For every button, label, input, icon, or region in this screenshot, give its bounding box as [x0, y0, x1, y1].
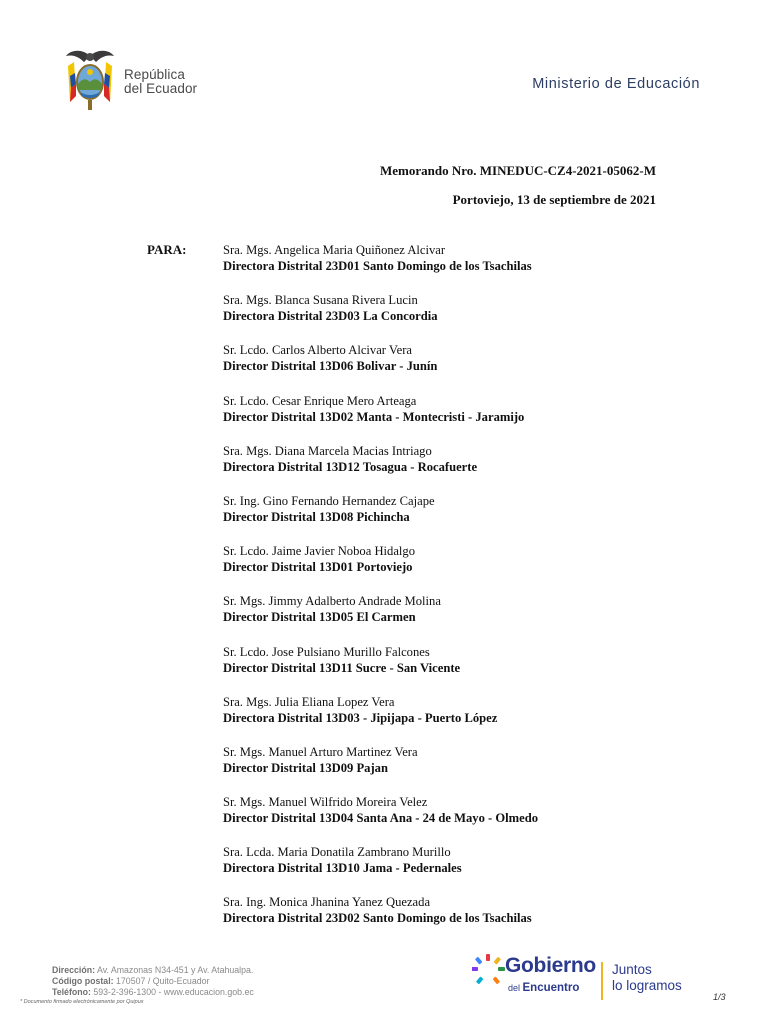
postal-label: Código postal:: [52, 976, 114, 986]
recipient-title: Director Distrital 13D09 Pajan: [223, 760, 388, 775]
recipient-item: [223, 543, 693, 593]
slogan-divider: [601, 962, 603, 1000]
recipient-item: [223, 894, 693, 944]
recipient-title: Director Distrital 13D06 Bolivar - Junín: [223, 359, 438, 374]
signed-note: * Documento firmado electrónicamente por Quipux: [20, 999, 144, 1005]
gobierno-wordmark: Gobierno: [505, 954, 596, 977]
phone-label: Teléfono:: [52, 987, 91, 997]
recipient-title: Director Distrital 13D01 Portoviejo: [223, 560, 413, 575]
republic-name: [124, 68, 197, 96]
recipient-item: [223, 342, 693, 392]
recipient-name: Sr. Lcdo. Carlos Alberto Alcivar Vera: [223, 343, 412, 358]
recipient-item: [223, 493, 693, 543]
recipient-name: Sr. Mgs. Jimmy Adalberto Andrade Molina: [223, 594, 441, 609]
gobierno-subtitle: [508, 982, 579, 994]
recipient-title: Director Distrital 13D02 Manta - Montecristi - Jaramijo: [223, 409, 525, 424]
recipient-name: Sra. Mgs. Blanca Susana Rivera Lucin: [223, 293, 418, 308]
postal-line: [52, 976, 254, 987]
slogan-line-2: lo logramos: [612, 978, 682, 993]
republic-line-2: del Ecuador: [124, 81, 198, 96]
gob-sub-small: del: [508, 983, 523, 993]
recipient-title: Directora Distrital 13D12 Tosagua - Rocafuerte: [223, 459, 478, 474]
para-label: PARA:: [147, 242, 187, 257]
recipient-title: Director Distrital 13D11 Sucre - San Vicente: [223, 660, 461, 675]
memo-place-date: Portoviejo, 13 de septiembre de 2021: [452, 192, 656, 207]
footer-address: [52, 965, 254, 998]
recipient-title: Director Distrital 13D08 Pichincha: [223, 509, 410, 524]
recipient-item: [223, 593, 693, 643]
slogan-line-1: Juntos: [612, 962, 652, 977]
recipient-item: [223, 744, 693, 794]
recipient-item: [223, 393, 693, 443]
ministry-name: Ministerio de Educación: [532, 76, 700, 92]
recipient-name: Sr. Lcdo. Cesar Enrique Mero Arteaga: [223, 393, 417, 408]
recipient-name: Sra. Mgs. Angelica Maria Quiñonez Alcivar: [223, 243, 446, 257]
phone-line: [52, 987, 254, 998]
republic-line-1: República: [124, 67, 185, 82]
address-line: [52, 965, 254, 976]
recipient-item: [223, 443, 693, 493]
recipient-name: Sra. Mgs. Julia Eliana Lopez Vera: [223, 694, 395, 709]
recipient-title: Directora Distrital 23D02 Santo Domingo de los Tsachilas: [223, 911, 532, 926]
recipient-name: Sr. Mgs. Manuel Arturo Martinez Vera: [223, 744, 418, 759]
recipient-item: [223, 644, 693, 694]
recipient-item: [223, 292, 693, 342]
recipient-item: [223, 694, 693, 744]
slogan: [612, 962, 682, 994]
recipient-title: Director Distrital 13D04 Santa Ana - 24 de Mayo - Olmedo: [223, 811, 539, 826]
recipient-name: Sra. Ing. Monica Jhanina Yanez Quezada: [223, 895, 431, 910]
recipient-title: Directora Distrital 13D03 - Jipijapa - Puerto López: [223, 710, 498, 725]
postal-value: 170507 / Quito-Ecuador: [113, 976, 210, 986]
gob-sub-bold: Encuentro: [522, 982, 580, 994]
recipient-name: Sra. Mgs. Diana Marcela Macias Intriago: [223, 443, 432, 458]
recipient-item: [223, 242, 693, 292]
memo-number: Memorando Nro. MINEDUC-CZ4-2021-05062-M: [380, 163, 656, 178]
recipient-name: Sra. Lcda. Maria Donatila Zambrano Murillo: [223, 845, 451, 860]
recipient-title: Directora Distrital 23D03 La Concordia: [223, 309, 438, 324]
address-label: Dirección:: [52, 965, 96, 975]
recipient-name: Sr. Lcdo. Jose Pulsiano Murillo Falcones: [223, 644, 430, 659]
page-number: 1/3: [713, 992, 726, 1002]
recipient-title: Director Distrital 13D05 El Carmen: [223, 610, 416, 625]
recipient-name: Sr. Ing. Gino Fernando Hernandez Cajape: [223, 493, 435, 508]
letterhead: [0, 0, 768, 130]
recipient-title: Directora Distrital 13D10 Jama - Pedernales: [223, 861, 462, 876]
recipient-list: [223, 242, 693, 945]
recipient-title: Directora Distrital 23D01 Santo Domingo de los Tsachilas: [223, 259, 532, 273]
recipient-item: [223, 844, 693, 894]
coat-of-arms-icon: [64, 46, 116, 114]
address-value: Av. Amazonas N34-451 y Av. Atahualpa.: [95, 965, 254, 975]
phone-value: 593-2-396-1300 - www.educacion.gob.ec: [90, 987, 254, 997]
recipient-item: [223, 794, 693, 844]
recipient-name: Sr. Lcdo. Jaime Javier Noboa Hidalgo: [223, 544, 416, 559]
recipient-name: Sr. Mgs. Manuel Wilfrido Moreira Velez: [223, 795, 428, 810]
